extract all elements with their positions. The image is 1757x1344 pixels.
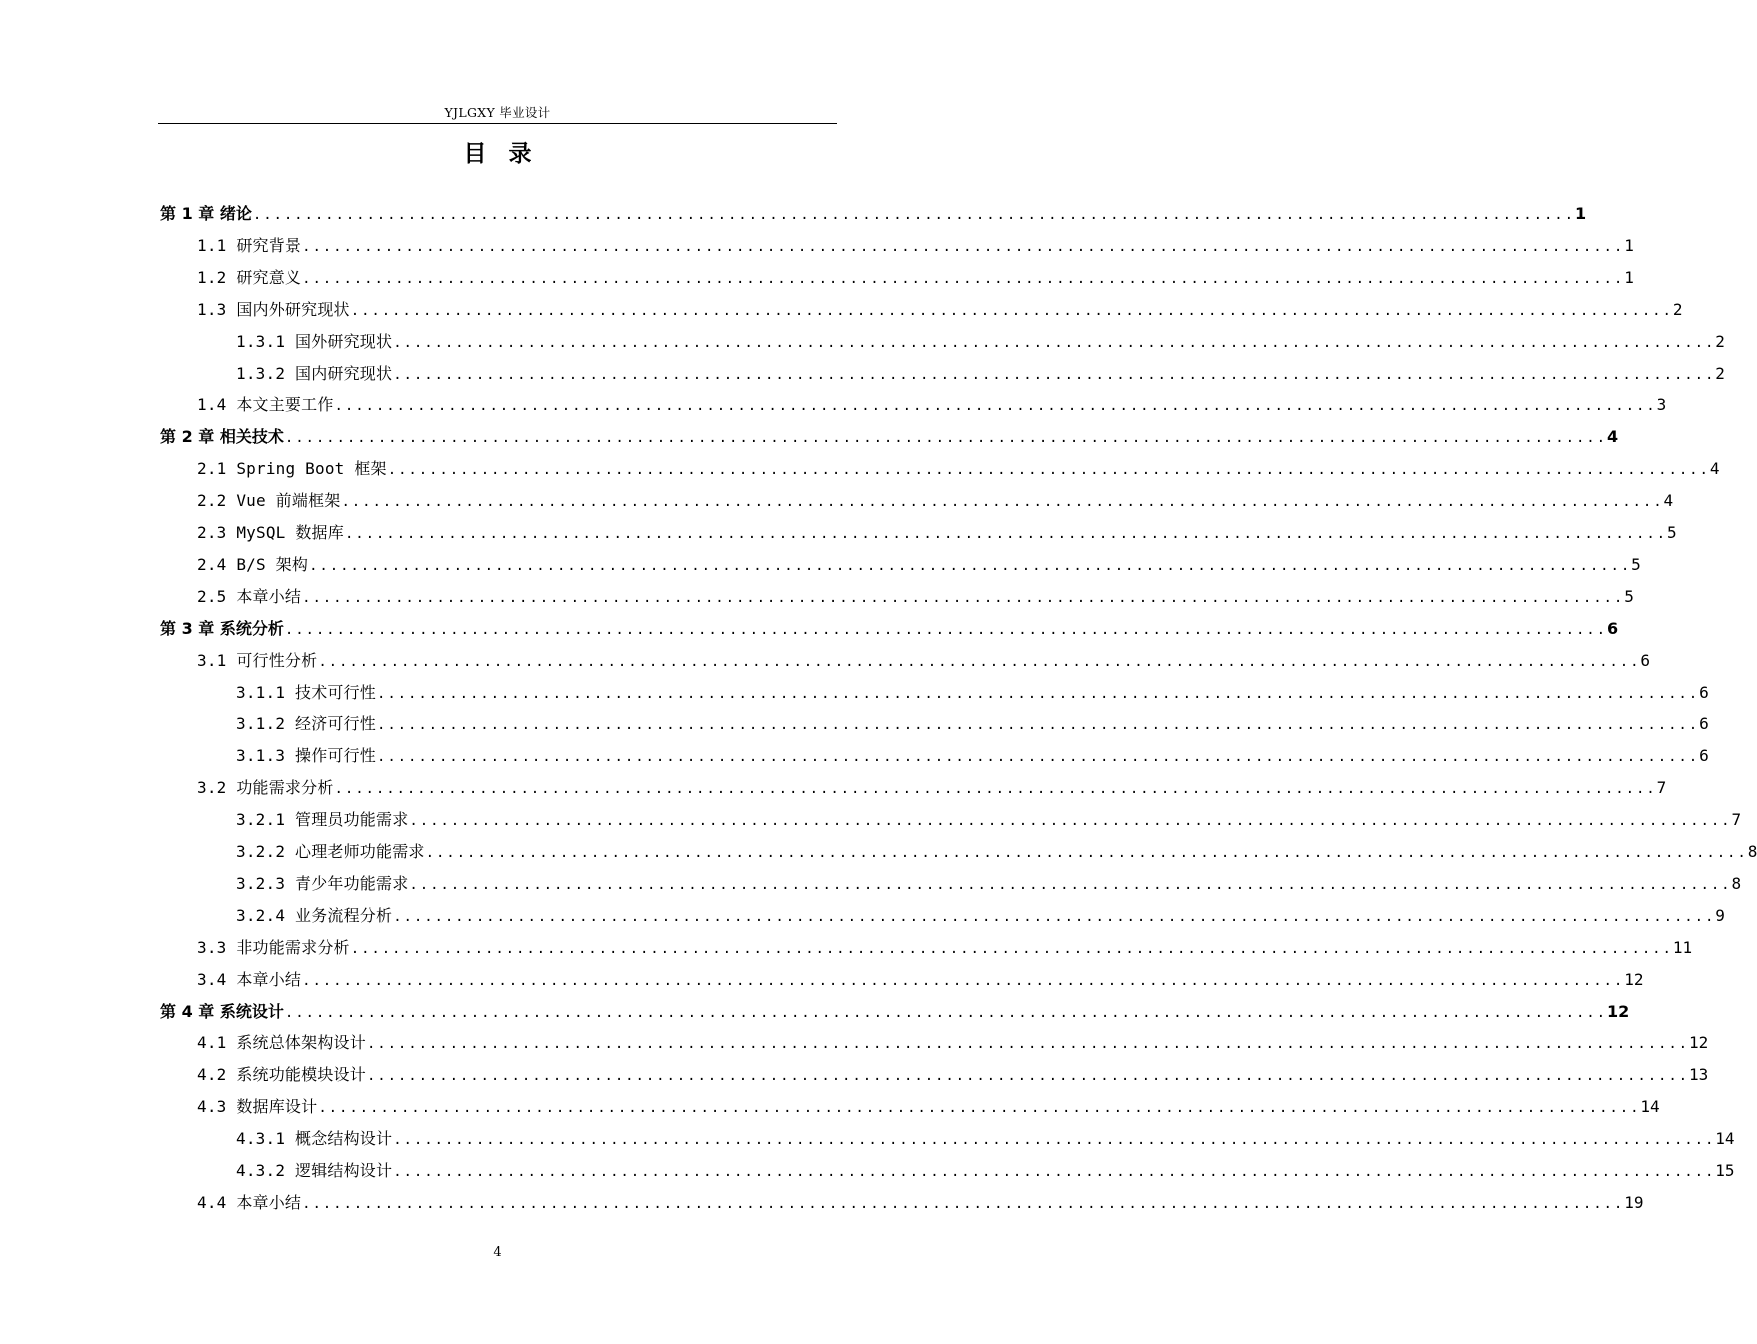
running-header: YJLGXY 毕业设计 (444, 105, 551, 120)
toc-entry-title: 1.1 研究背景 (197, 236, 302, 255)
toc-subsection-entry[interactable] (236, 331, 1725, 353)
toc-entry-page: 12 (1624, 970, 1644, 989)
toc-entry-page: 7 (1656, 778, 1667, 797)
toc-entry-title: 3.4 本章小结 (197, 970, 302, 989)
toc-entry-title: 1.4 本文主要工作 (197, 395, 334, 414)
toc-section-entry[interactable] (197, 267, 1634, 289)
toc-dot-leader: ................................................................................................................................ (252, 207, 1575, 223)
toc-entry-page: 8 (1731, 874, 1742, 893)
toc-entry-page: 5 (1624, 587, 1634, 606)
toc-subsection-entry[interactable] (236, 1128, 1735, 1150)
toc-section-entry[interactable] (197, 490, 1674, 512)
toc-section-entry[interactable] (197, 522, 1677, 544)
toc-entry-title: 3.1.2 经济可行性 (236, 714, 376, 733)
toc-entry-title: 第 2 章 相关技术 (160, 427, 284, 446)
toc-dot-leader: ................................................................................................................................ (302, 239, 1625, 255)
toc-entry-title: 2.1 Spring Boot 框架 (197, 459, 387, 478)
toc-chapter-entry[interactable] (160, 203, 1587, 225)
toc-subsection-entry[interactable] (236, 682, 1709, 704)
toc-subsection-entry[interactable] (236, 841, 1757, 863)
toc-section-entry[interactable] (197, 937, 1693, 959)
toc-entry-title: 2.3 MySQL 数据库 (197, 523, 344, 542)
toc-entry-title: 2.5 本章小结 (197, 587, 302, 606)
toc-entry-title: 3.3 非功能需求分析 (197, 938, 350, 957)
toc-section-entry[interactable] (197, 554, 1641, 576)
toc-entry-page: 8 (1747, 842, 1757, 861)
toc-entry-title: 第 3 章 系统分析 (160, 619, 284, 638)
toc-dot-leader: ................................................................................................................................ (334, 781, 1657, 797)
toc-entry-page: 6 (1640, 651, 1651, 670)
toc-dot-leader: ................................................................................................................................ (377, 717, 1700, 733)
page-number: 4 (493, 1245, 502, 1260)
toc-entry-page: 9 (1715, 906, 1725, 925)
toc-entry-page: 2 (1715, 332, 1725, 351)
toc-subsection-entry[interactable] (236, 745, 1709, 767)
toc-dot-leader: ................................................................................................................................ (302, 1196, 1625, 1212)
toc-entry-page: 1 (1624, 268, 1634, 287)
toc-dot-leader: ................................................................................................................................ (284, 430, 1607, 446)
toc-dot-leader: ................................................................................................................................ (350, 303, 1673, 319)
toc-section-entry[interactable] (197, 235, 1634, 257)
toc-entry-title: 3.2.4 业务流程分析 (236, 906, 393, 925)
toc-dot-leader: ................................................................................................................................ (309, 558, 1632, 574)
toc-dot-leader: ................................................................................................................................ (409, 813, 1732, 829)
toc-entry-title: 3.1 可行性分析 (197, 651, 318, 670)
toc-dot-leader: ................................................................................................................................ (366, 1068, 1690, 1084)
toc-entry-page: 13 (1689, 1065, 1709, 1084)
toc-entry-page: 14 (1640, 1097, 1660, 1116)
toc-dot-leader: ................................................................................................................................ (377, 686, 1700, 702)
toc-entry-title: 2.2 Vue 前端框架 (197, 491, 341, 510)
toc-section-entry[interactable] (197, 1096, 1660, 1118)
toc-entry-page: 7 (1731, 810, 1742, 829)
toc-entry-title: 3.1.1 技术可行性 (236, 683, 376, 702)
toc-entry-title: 4.4 本章小结 (197, 1193, 302, 1212)
toc-entry-title: 3.2.1 管理员功能需求 (236, 810, 409, 829)
toc-dot-leader: ................................................................................................................................ (334, 398, 1657, 414)
toc-dot-leader: ................................................................................................................................ (393, 335, 1716, 351)
toc-title: 目录 (463, 140, 554, 167)
toc-entry-page: 6 (1699, 746, 1709, 765)
toc-dot-leader: ................................................................................................................................ (341, 494, 1664, 510)
toc-dot-leader: ................................................................................................................................ (284, 622, 1607, 638)
toc-dot-leader: ................................................................................................................................ (393, 1164, 1716, 1180)
toc-subsection-entry[interactable] (236, 905, 1725, 927)
toc-entry-title: 2.4 B/S 架构 (197, 555, 309, 574)
toc-subsection-entry[interactable] (236, 363, 1725, 385)
toc-dot-leader: ................................................................................................................................ (350, 941, 1673, 957)
toc-entry-page: 6 (1699, 683, 1709, 702)
toc-entry-page: 15 (1715, 1161, 1735, 1180)
toc-entry-title: 3.1.3 操作可行性 (236, 746, 376, 765)
toc-entry-page: 1 (1624, 236, 1634, 255)
toc-entry-title: 4.2 系统功能模块设计 (197, 1065, 366, 1084)
toc-chapter-entry[interactable] (160, 1001, 1630, 1023)
toc-entry-title: 第 1 章 绪论 (160, 204, 252, 223)
toc-entry-page: 4 (1709, 459, 1720, 478)
toc-section-entry[interactable] (197, 586, 1634, 608)
toc-dot-leader: ................................................................................................................................ (302, 590, 1625, 606)
toc-dot-leader: ................................................................................................................................ (393, 1132, 1716, 1148)
toc-entry-page: 14 (1715, 1129, 1735, 1148)
toc-entry-page: 4 (1606, 427, 1619, 446)
toc-dot-leader: ................................................................................................................................ (425, 845, 1748, 861)
toc-entry-page: 11 (1672, 938, 1693, 957)
toc-section-entry[interactable] (197, 650, 1651, 672)
toc-entry-page: 2 (1715, 364, 1725, 383)
toc-entry-page: 19 (1624, 1193, 1644, 1212)
toc-entry-page: 2 (1672, 300, 1683, 319)
toc-entry-title: 1.2 研究意义 (197, 268, 302, 287)
toc-entry-title: 3.2 功能需求分析 (197, 778, 334, 797)
toc-section-entry[interactable] (197, 1192, 1644, 1214)
toc-dot-leader: ................................................................................................................................ (302, 973, 1625, 989)
toc-chapter-entry[interactable] (160, 618, 1619, 640)
toc-entry-title: 4.1 系统总体架构设计 (197, 1033, 366, 1052)
toc-dot-leader: ................................................................................................................................ (409, 877, 1732, 893)
toc-entry-page: 6 (1606, 619, 1619, 638)
toc-section-entry[interactable] (197, 1032, 1709, 1054)
toc-entry-page: 3 (1656, 395, 1667, 414)
toc-dot-leader: ................................................................................................................................ (366, 1036, 1690, 1052)
toc-section-entry[interactable] (197, 299, 1683, 321)
toc-subsection-entry[interactable] (236, 1160, 1735, 1182)
toc-dot-leader: ................................................................................................................................ (284, 1005, 1607, 1021)
toc-subsection-entry[interactable] (236, 713, 1709, 735)
toc-entry-page: 1 (1574, 204, 1587, 223)
toc-entry-title: 1.3.2 国内研究现状 (236, 364, 393, 383)
toc-dot-leader: ................................................................................................................................ (377, 749, 1700, 765)
toc-entry-title: 3.2.3 青少年功能需求 (236, 874, 409, 893)
toc-dot-leader: ................................................................................................................................ (393, 367, 1716, 383)
toc-dot-leader: ................................................................................................................................ (393, 909, 1716, 925)
toc-entry-title: 4.3.1 概念结构设计 (236, 1129, 393, 1148)
toc-entry-page: 6 (1699, 714, 1709, 733)
toc-subsection-entry[interactable] (236, 809, 1742, 831)
toc-dot-leader: ................................................................................................................................ (318, 1100, 1641, 1116)
toc-entry-title: 3.2.2 心理老师功能需求 (236, 842, 425, 861)
toc-entry-page: 12 (1606, 1002, 1630, 1021)
toc-entry-page: 4 (1663, 491, 1674, 510)
toc-subsection-entry[interactable] (236, 873, 1742, 895)
toc-dot-leader: ................................................................................................................................ (387, 462, 1710, 478)
toc-dot-leader: ................................................................................................................................ (318, 654, 1641, 670)
toc-section-entry[interactable] (197, 777, 1667, 799)
toc-dot-leader: ................................................................................................................................ (344, 526, 1668, 542)
toc-chapter-entry[interactable] (160, 426, 1619, 448)
toc-entry-title: 1.3.1 国外研究现状 (236, 332, 393, 351)
toc-entry-title: 第 4 章 系统设计 (160, 1002, 284, 1021)
toc-section-entry[interactable] (197, 1064, 1709, 1086)
toc-entry-page: 5 (1631, 555, 1641, 574)
toc-entry-page: 5 (1667, 523, 1677, 542)
toc-section-entry[interactable] (197, 394, 1667, 416)
toc-section-entry[interactable] (197, 458, 1720, 480)
toc-entry-title: 4.3 数据库设计 (197, 1097, 318, 1116)
toc-dot-leader: ................................................................................................................................ (302, 271, 1625, 287)
toc-entry-title: 1.3 国内外研究现状 (197, 300, 350, 319)
toc-entry-page: 12 (1689, 1033, 1709, 1052)
toc-entry-title: 4.3.2 逻辑结构设计 (236, 1161, 393, 1180)
toc-section-entry[interactable] (197, 969, 1644, 991)
